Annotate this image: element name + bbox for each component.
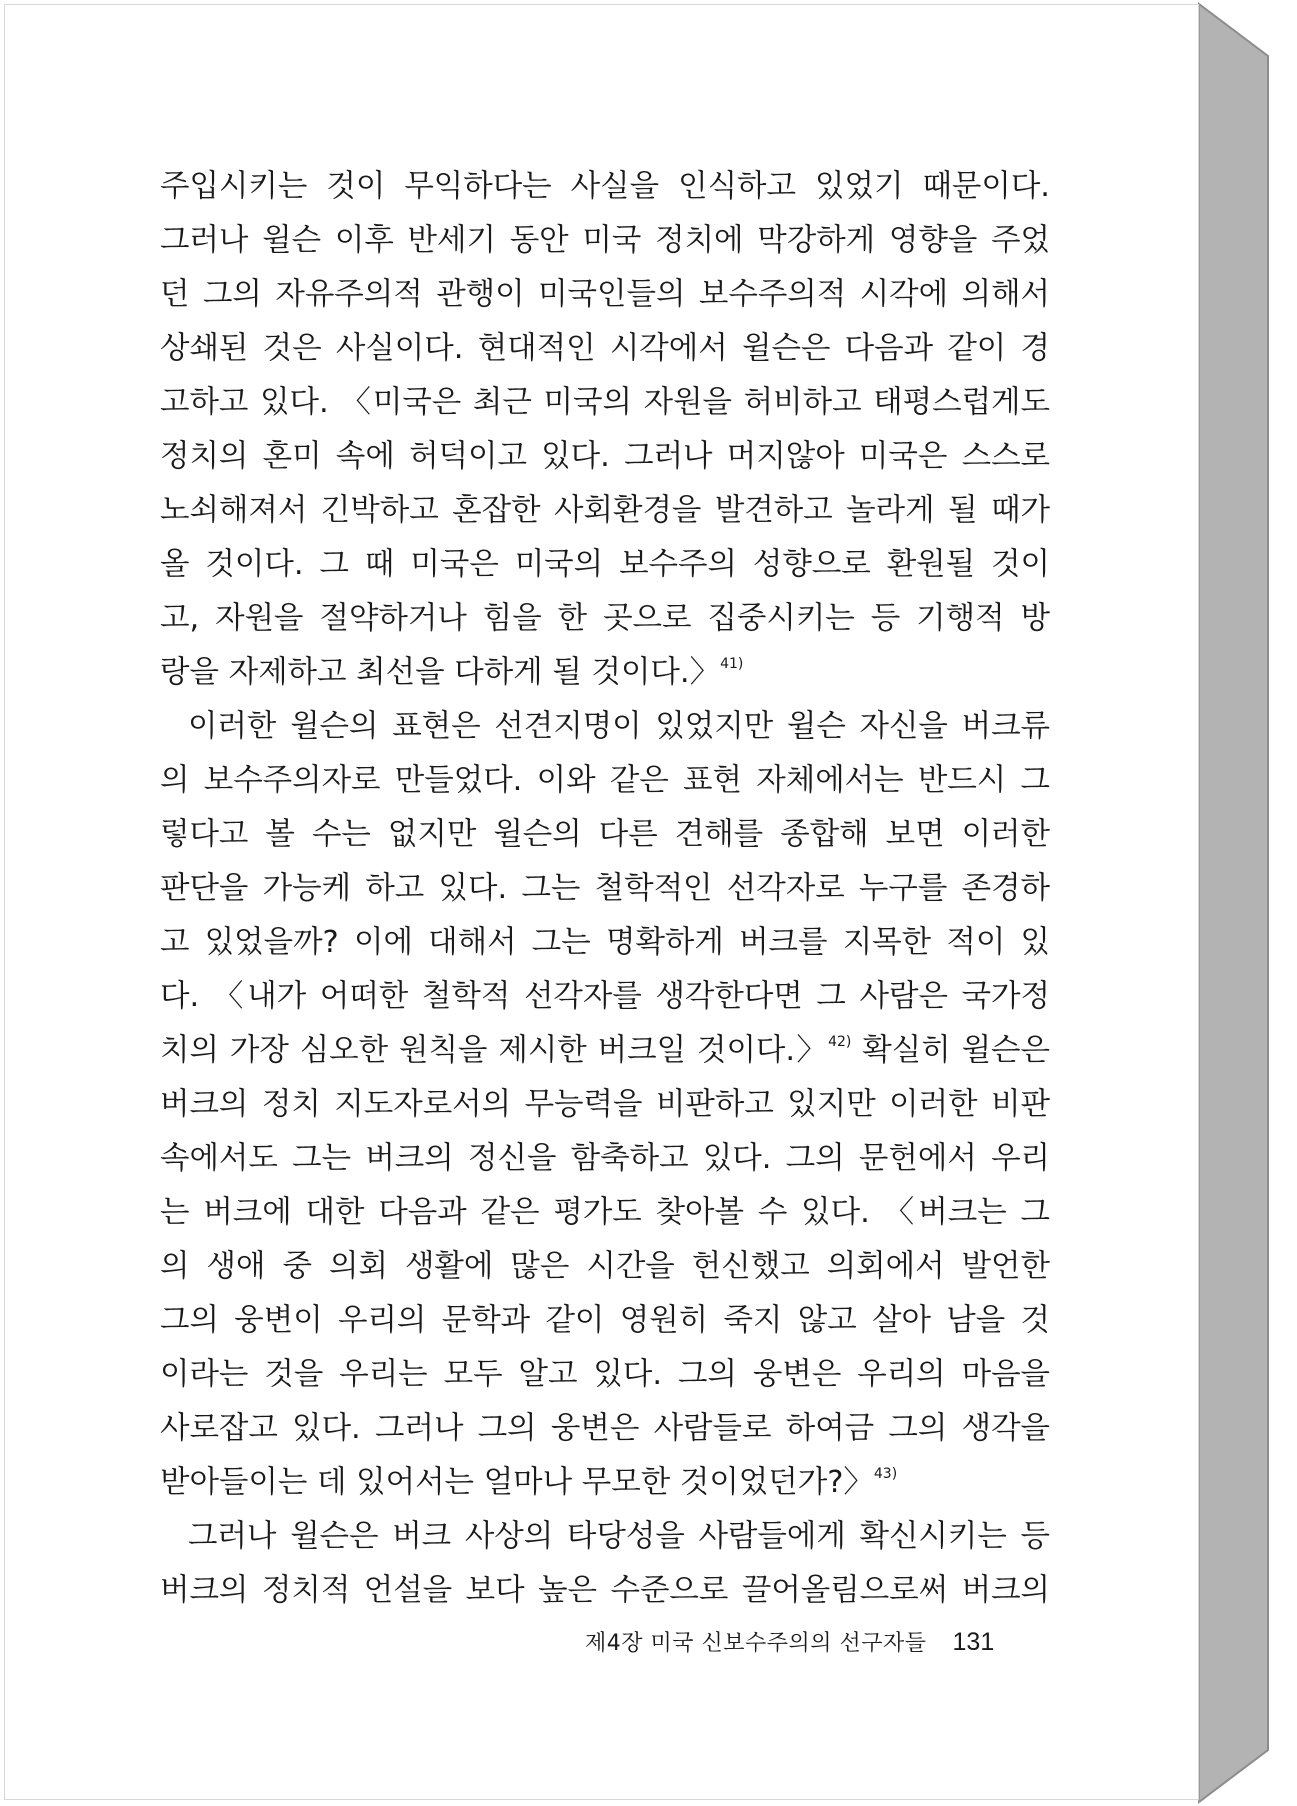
text-line: 정치의 혼미 속에 허덕이고 있다. 그러나 머지않아 미국은 스스로 xyxy=(160,439,1050,474)
text-line: 주입시키는 것이 무익하다는 사실을 인식하고 있었기 때문이다. xyxy=(160,169,1050,204)
text-line: 사로잡고 있다. 그러나 그의 웅변은 사람들로 하여금 그의 생각을 xyxy=(160,1411,1050,1446)
text-line: 랑을 자제하고 최선을 다하게 될 것이다.〉$^{41)}$ xyxy=(160,655,744,690)
footnote-marker: 41) xyxy=(720,656,744,672)
text-line: 이러한 윌슨의 표현은 선견지명이 있었지만 윌슨 자신을 버크류 xyxy=(188,709,1050,744)
book-side-face xyxy=(1199,4,1268,1802)
text-line: 상쇄된 것은 사실이다. 현대적인 시각에서 윌슨은 다음과 같이 경 xyxy=(160,331,1050,366)
running-header-chapter: 제4장 미국 신보수주의의 선구자들 xyxy=(585,1631,927,1656)
body-text xyxy=(160,160,1050,1618)
text-line: 렇다고 볼 수는 없지만 윌슨의 다른 견해를 종합해 보면 이러한 xyxy=(160,817,1050,852)
text-line: 치의 가장 심오한 원칙을 제시한 버크일 것이다.〉$^{42)}$ 확실히 윌슨은 xyxy=(160,1033,1050,1068)
book-page xyxy=(4,4,1199,1800)
text-line: 고 있었을까? 이에 대해서 그는 명확하게 버크를 지목한 적이 있 xyxy=(160,925,1050,960)
footnote-marker: 42) xyxy=(828,1034,852,1050)
page-number: 131 xyxy=(952,1628,995,1656)
footnote-marker: 43) xyxy=(873,1466,898,1482)
text-line: 그러나 윌슨 이후 반세기 동안 미국 정치에 막강하게 영향을 주었 xyxy=(160,223,1050,258)
text-line: 그러나 윌슨은 버크 사상의 타당성을 사람들에게 확신시키는 등 xyxy=(188,1519,1050,1554)
text-line: 속에서도 그는 버크의 정신을 함축하고 있다. 그의 문헌에서 우리 xyxy=(160,1141,1050,1176)
text-line: 올 것이다. 그 때 미국은 미국의 보수주의 성향으로 환원될 것이 xyxy=(160,547,1050,582)
page-footer xyxy=(585,1626,994,1657)
text-line: 노쇠해져서 긴박하고 혼잡한 사회환경을 발견하고 놀라게 될 때가 xyxy=(160,493,1050,528)
text-line: 는 버크에 대한 다음과 같은 평가도 찾아볼 수 있다. 〈버크는 그 xyxy=(160,1195,1050,1230)
text-line: 그의 웅변이 우리의 문학과 같이 영원히 죽지 않고 살아 남을 것 xyxy=(160,1303,1050,1338)
text-line: 의 생애 중 의회 생활에 많은 시간을 헌신했고 의회에서 발언한 xyxy=(160,1249,1050,1284)
text-line: 받아들이는 데 있어서는 얼마나 무모한 것이었던가?〉$^{43)}$ xyxy=(160,1465,898,1500)
text-line: 의 보수주의자로 만들었다. 이와 같은 표현 자체에서는 반드시 그 xyxy=(160,763,1050,798)
text-line: 고하고 있다. 〈미국은 최근 미국의 자원을 허비하고 태평스럽게도 xyxy=(160,385,1050,420)
text-line: 판단을 가능케 하고 있다. 그는 철학적인 선각자로 누구를 존경하 xyxy=(160,871,1050,906)
text-line: 고, 자원을 절약하거나 힘을 한 곳으로 집중시키는 등 기행적 방 xyxy=(160,601,1050,636)
text-line: 버크의 정치적 언설을 보다 높은 수준으로 끌어올림으로써 버크의 xyxy=(160,1573,1050,1608)
text-line: 던 그의 자유주의적 관행이 미국인들의 보수주의적 시각에 의해서 xyxy=(160,277,1050,312)
text-line: 다. 〈내가 어떠한 철학적 선각자를 생각한다면 그 사람은 국가정 xyxy=(160,979,1050,1014)
text-line: 이라는 것을 우리는 모두 알고 있다. 그의 웅변은 우리의 마음을 xyxy=(160,1357,1050,1392)
text-line: 버크의 정치 지도자로서의 무능력을 비판하고 있지만 이러한 비판 xyxy=(160,1087,1050,1122)
